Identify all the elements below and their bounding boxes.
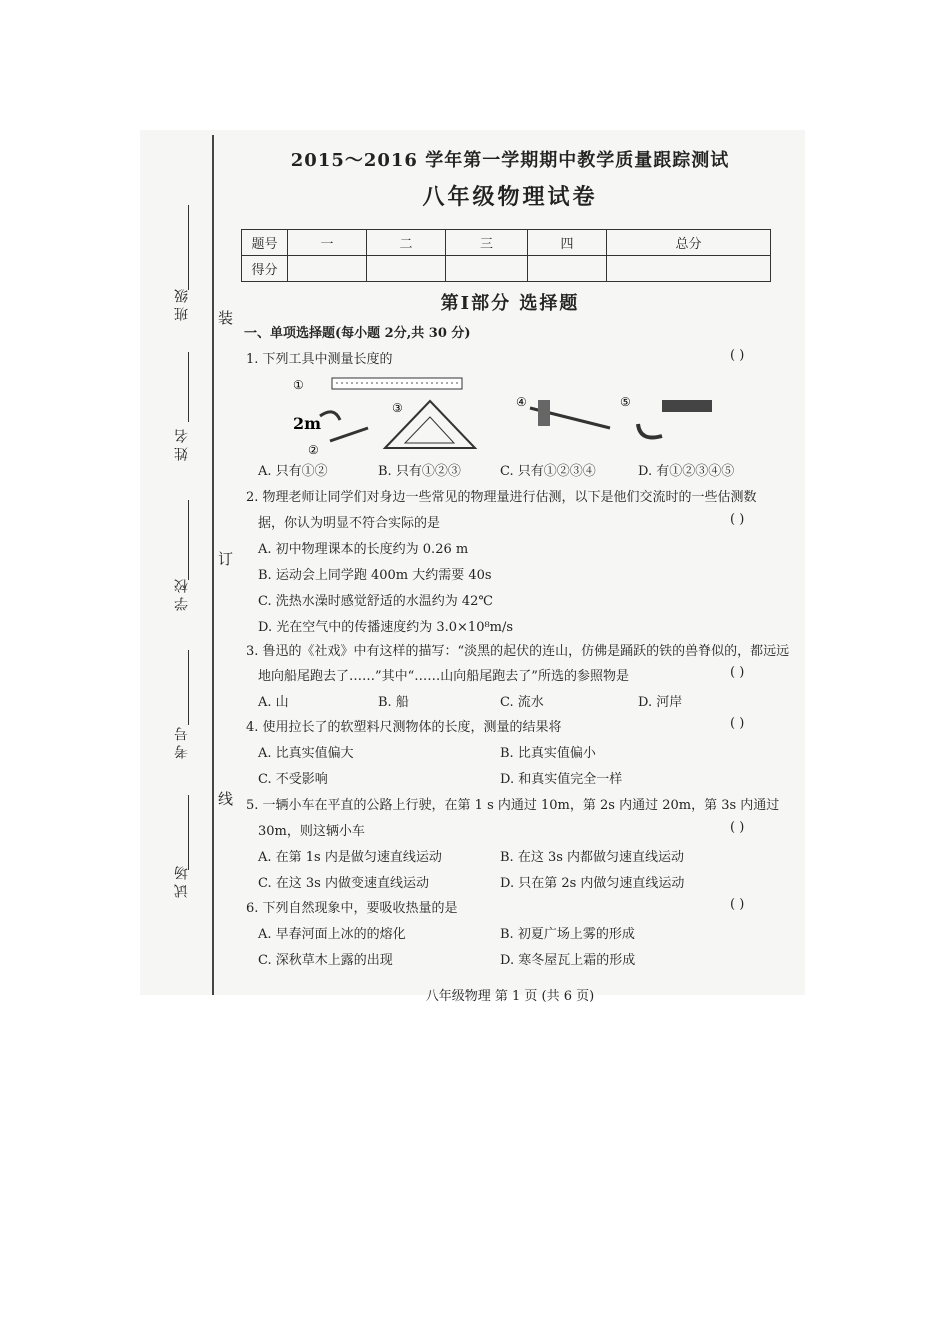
score-input-cell[interactable] [288, 256, 367, 282]
q1-option-c: C. 只有①②③④ [500, 464, 596, 479]
page-footer: 八年级物理 第 1 页 (共 6 页) [425, 989, 595, 1004]
tape-measure-illustration [293, 378, 368, 456]
q5-option-a: A. 在第 1s 内是做匀速直线运动 [258, 850, 442, 865]
score-cell: 三 [446, 230, 528, 256]
section-title: 一、单项选择题(每小题 2分,共 30 分) [244, 326, 471, 341]
score-table-header-row [242, 230, 771, 256]
binding-char-xian: 线 [218, 790, 234, 808]
q4-answer-bracket[interactable]: ( ) [730, 716, 745, 731]
score-cell: 一 [288, 230, 367, 256]
binding-line [212, 135, 214, 995]
score-cell: 题号 [242, 230, 288, 256]
q3-option-c: C. 流水 [500, 695, 544, 710]
score-table [241, 229, 771, 282]
score-input-cell[interactable] [607, 256, 771, 282]
q2-stem-line1: 2. 物理老师让同学们对身边一些常见的物理量进行估测，以下是他们交流时的一些估测数 [246, 490, 757, 505]
fig-label-4: ④ [516, 395, 527, 409]
field-label-class: 班级 [174, 285, 190, 321]
q6-answer-bracket[interactable]: ( ) [730, 897, 745, 912]
q3-stem-line2: 地向船尾跑去了……”其中“……山向船尾跑去了”所选的参照物是 [258, 669, 629, 684]
q2-answer-bracket[interactable]: ( ) [730, 512, 745, 527]
binding-char-ding: 订 [218, 550, 234, 568]
q5-stem-line2: 30m，则这辆小车 [258, 824, 365, 839]
q3-option-a: A. 山 [258, 695, 289, 710]
fig-label-2: ② [308, 443, 319, 456]
q5-option-b: B. 在这 3s 内都做匀速直线运动 [500, 850, 685, 865]
q4-option-a: A. 比真实值偏大 [258, 746, 354, 761]
q6-option-a: A. 早春河面上冰的的熔化 [258, 927, 406, 942]
score-cell: 得分 [242, 256, 288, 282]
field-label-name: 姓名 [174, 425, 190, 461]
q2-stem-line2: 据，你认为明显不符合实际的是 [258, 516, 441, 531]
q2-option-a: A. 初中物理课本的长度约为 0.26 m [258, 542, 469, 557]
score-cell: 二 [367, 230, 446, 256]
q1-figure [290, 376, 790, 456]
micrometer-illustration [620, 395, 712, 438]
score-input-cell[interactable] [446, 256, 528, 282]
q1-option-a: A. 只有①② [258, 464, 328, 479]
q5-option-d: D. 只在第 2s 内做匀速直线运动 [500, 876, 685, 891]
q6-option-c: C. 深秋草木上露的出现 [258, 953, 393, 968]
score-cell: 总分 [607, 230, 771, 256]
exam-title: 2015～2016 学年第一学期期中教学质量跟踪测试 [290, 150, 730, 171]
field-rule-school [188, 500, 189, 580]
q4-option-d: D. 和真实值完全一样 [500, 772, 623, 787]
part-title: 第Ⅰ部分 选择题 [440, 293, 580, 314]
q5-stem-line1: 5. 一辆小车在平直的公路上行驶，在第 1 s 内通过 10m，第 2s 内通过 20m，第 3s 内通过 [246, 798, 780, 813]
fig-label-3: ③ [392, 401, 403, 415]
q5-option-c: C. 在这 3s 内做变速直线运动 [258, 876, 429, 891]
field-rule-exam-number [188, 650, 189, 725]
caliper-illustration [516, 395, 610, 428]
fig-label-1: ① [293, 378, 304, 392]
score-input-cell[interactable] [528, 256, 607, 282]
field-label-exam-number: 考号 [174, 723, 190, 759]
q4-option-b: B. 比真实值偏小 [500, 746, 596, 761]
ruler-illustration [332, 378, 462, 389]
q4-option-c: C. 不受影响 [258, 772, 328, 787]
q4-stem: 4. 使用拉长了的软塑料尺测物体的长度，测量的结果将 [246, 720, 562, 735]
field-rule-exam-room [188, 795, 189, 870]
q6-stem: 6. 下列自然现象中，要吸收热量的是 [246, 901, 458, 916]
q2-option-c: C. 洗热水澡时感觉舒适的水温约为 42℃ [258, 594, 493, 609]
q3-answer-bracket[interactable]: ( ) [730, 665, 745, 680]
q2-option-b: B. 运动会上同学跑 400m 大约需要 40s [258, 568, 492, 583]
q1-stem: 1. 下列工具中测量长度的 [246, 352, 393, 367]
q6-option-b: B. 初夏广场上雾的形成 [500, 927, 635, 942]
score-table-score-row [242, 256, 771, 282]
fig-label-2m: 2m [293, 414, 322, 433]
field-label-exam-room: 试场 [174, 862, 190, 898]
q1-option-b: B. 只有①②③ [378, 464, 461, 479]
q1-option-d: D. 有①②③④⑤ [638, 464, 735, 479]
field-rule-class [188, 205, 189, 290]
q6-option-d: D. 寒冬屋瓦上霜的形成 [500, 953, 636, 968]
q3-stem-line1: 3. 鲁迅的《社戏》中有这样的描写：“淡黑的起伏的连山，仿佛是踊跃的铁的兽脊似的，都远远 [246, 644, 790, 659]
q3-option-b: B. 船 [378, 695, 409, 710]
set-square-illustration [385, 401, 475, 448]
q1-answer-bracket[interactable]: ( ) [730, 348, 745, 363]
q3-option-d: D. 河岸 [638, 695, 683, 710]
q2-option-d: D. 光在空气中的传播速度约为 3.0×10⁸m/s [258, 620, 514, 635]
q5-answer-bracket[interactable]: ( ) [730, 820, 745, 835]
field-label-school: 学校 [174, 575, 190, 611]
score-cell: 四 [528, 230, 607, 256]
field-rule-name [188, 352, 189, 422]
score-input-cell[interactable] [367, 256, 446, 282]
binding-char-zhuang: 装 [218, 309, 234, 327]
exam-subtitle: 八年级物理试卷 [422, 184, 598, 210]
fig-label-5: ⑤ [620, 395, 631, 409]
